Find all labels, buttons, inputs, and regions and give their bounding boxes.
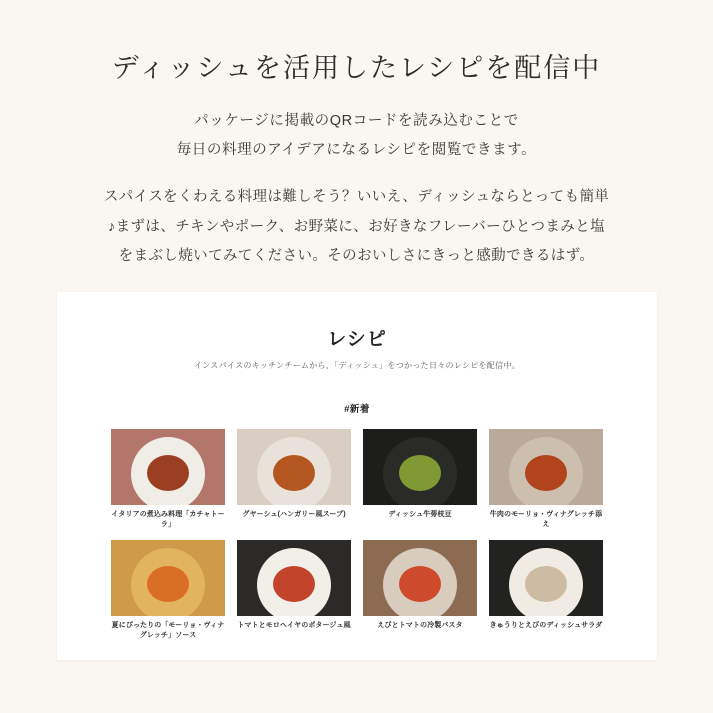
recipe-tile[interactable]: [237, 429, 351, 530]
card-title: レシピ: [327, 329, 387, 350]
recipe-thumbnail[interactable]: [363, 429, 477, 505]
recipe-caption: えびとトマトの冷製パスタ: [377, 622, 463, 630]
recipe-tile[interactable]: [489, 540, 603, 641]
body-line-1: スパイスをくわえる料理は難しそう？いいえ、ディッシュならとっても簡単: [103, 189, 610, 205]
recipe-thumbnail[interactable]: [363, 540, 477, 616]
recipe-thumbnail[interactable]: [489, 540, 603, 616]
lead-line-1: パッケージに掲載のQRコードを読み込むことで: [194, 113, 519, 129]
body-line-2: ♪まずは、チキンやポーク、お野菜に、お好きなフレーバーひとつまみと塩: [107, 218, 606, 235]
lead-paragraph: [77, 107, 637, 165]
recipe-tile[interactable]: [363, 540, 477, 641]
thumbnail-food: [525, 455, 567, 491]
recipe-thumbnail[interactable]: [237, 429, 351, 505]
recipe-caption: イタリアの煮込み料理「カチャトーラ」: [111, 511, 225, 529]
recipe-thumbnail[interactable]: [237, 540, 351, 616]
recipe-thumbnail[interactable]: [489, 429, 603, 505]
recipe-caption: ディッシュ牛蒡枝豆: [388, 511, 452, 518]
recipe-thumbnail[interactable]: [111, 540, 225, 616]
recipe-caption: 牛肉のモーリョ・ヴィナグレッチ添え: [489, 511, 603, 529]
recipe-caption: きゅうりとえびのディッシュサラダ: [489, 622, 603, 630]
thumbnail-food: [273, 455, 315, 491]
body-line-3: をまぶし焼いてみてください。そのおいしさにきっと感動できるはず。: [118, 248, 595, 265]
recipe-caption: グヤーシュ(ハンガリー風スープ): [242, 511, 346, 518]
thumbnail-food: [147, 455, 189, 491]
section-tag-new: #新着: [344, 404, 370, 415]
body-paragraph: [44, 183, 669, 272]
recipe-caption: 夏にぴったりの「モーリョ・ヴィナグレッチ」ソース: [111, 622, 225, 640]
recipe-tile[interactable]: [111, 429, 225, 530]
page-title: ディッシュを活用したレシピを配信中: [111, 53, 602, 83]
recipe-card: [57, 292, 657, 660]
recipe-tile[interactable]: [237, 540, 351, 641]
recipe-grid: [57, 429, 657, 642]
recipe-tile[interactable]: [363, 429, 477, 530]
recipe-caption: トマトとモロヘイヤのポタージュ風: [237, 622, 351, 630]
thumbnail-food: [399, 455, 441, 491]
card-subtitle: インスパイスのキッチンチームから、「ディッシュ」をつかった日々のレシピを配信中。: [193, 361, 521, 370]
lead-line-2: 毎日の料理のアイデアになるレシピを閲覧できます。: [176, 142, 537, 158]
recipe-tile[interactable]: [489, 429, 603, 530]
recipe-tile[interactable]: [111, 540, 225, 641]
recipe-thumbnail[interactable]: [111, 429, 225, 505]
